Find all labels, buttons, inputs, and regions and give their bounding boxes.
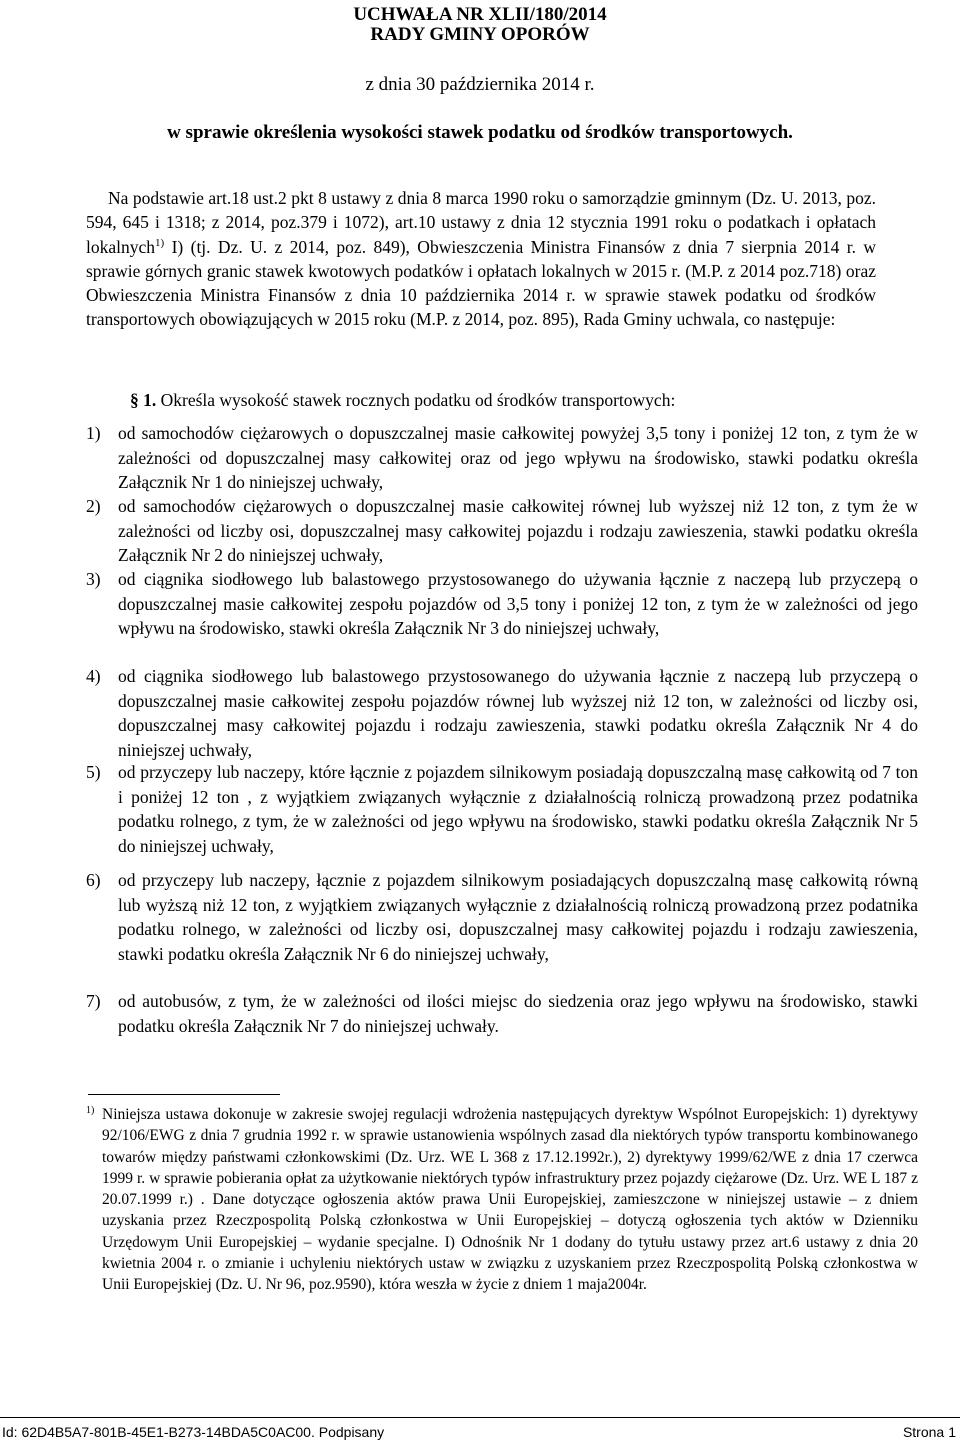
resolution-title: UCHWAŁA NR XLII/180/2014 [353,4,607,25]
list-item-number: 4) [86,666,101,686]
list-item [86,664,918,762]
resolution-subject: w sprawie określenia wysokości stawek podatku od środków transportowych. [167,122,793,143]
footnote-text: Niniejsza ustawa dokonuje w zakresie swojej regulacji wdrożenia następujących dyrektyw Wspólnot Europejskich: 1) dyrektywy 92/106/EWG z dnia 7 grudnia 1992 r. w sprawie ustanowienia wspólnych zasad dla niektórych typów transportu kombinowanego towarów między państwami członkowskimi (Dz. Urz. WE L 368 z 17.12.1992r.), 2) dyrektywy 1999/62/WE z dnia 17 czerwca 1999 r. w sprawie pobierania opłat za użytkowanie niektórych typów infrastruktury przez pojazdy ciężarowe (Dz. Urz. WE L 187 z 20.07.1999 r.) . Dane dotyczące ogłoszenia aktów prawa Unii Europejskiej, zamieszczone w niniejszej ustawie – z dniem uzyskania przez Rzeczpospolitą Polską członkostwa w Unii Europejskiej – dotyczą ogłoszenia tych aktów w Dzienniku Urzędowym Unii Europejskiej – wydanie specjalne. I) Odnośnik Nr 1 dodany do tytułu ustawy przez art.6 ustawy z dnia 20 kwietnia 2004 r. o zmianie i uchyleniu niektórych ustaw w związku z uzyskaniem przez Rzeczpospolitą Polską członkostwa w Unii Europejskiej (Dz. U. Nr 96, poz.9590), która weszła w życie z dniem 1 maja2004r. [102,1106,918,1294]
list-item-number: 5) [86,762,101,782]
list-item [86,421,918,495]
list-item-text: od autobusów, z tym, że w zależności od ilości miejsc do siedzenia oraz jego wpływu na środowisko, stawki podatku określa Załącznik Nr 7 do niniejszej uchwały. [118,991,918,1036]
section-1 [130,388,890,412]
list-item-text: od ciągnika siodłowego lub balastowego przystosowanego do używania łącznie z naczepą lub przyczepą o dopuszczalnej masie całkowitej zespołu pojazdów równej lub wyższej niż 12 ton, w zależności od liczby osi, dopuszczalnej masy całkowitej pojazdu i rodzaju zawieszenia, stawki podatku określa Załącznik Nr 4 do niniejszej uchwały, [118,666,918,760]
footnote-reference: 1) [155,236,165,249]
footnote [86,1104,918,1296]
page-number [903,1423,956,1441]
list-item [86,567,918,641]
document-id: Id: 62D4B5A7-801B-45E1-B273-14BDA5C0AC00. Podpisany [2,1424,385,1440]
list-item [86,494,918,568]
list-item-text: od przyczepy lub naczepy, łącznie z pojazdem silnikowym posiadających dopuszczalną masę całkowitą równą lub wyższą niż 12 ton, z wyjątkiem związanych wyłącznie z działalnością rolniczą prowadzoną przez podatnika podatku rolnego, w zależności od liczby osi, dopuszczalnej masy całkowitej pojazdu i rodzaju zawieszenia, stawki podatku określa Załącznik Nr 6 do niniejszej uchwały, [118,870,918,964]
footnote-separator [88,1094,280,1095]
section-1-number: § 1. [130,390,157,410]
list-item-text: od przyczepy lub naczepy, które łącznie z pojazdem silnikowym posiadają dopuszczalną masę całkowitą od 7 ton i poniżej 12 ton , z wyjątkiem związanych wyłącznie z działalnością rolniczą prowadzoną przez podatnika podatku rolnego, z tym, że w zależności od jego wpływu na środowisko, stawki podatku określa Załącznik Nr 5 do niniejszej uchwały, [118,762,918,856]
list-item-number: 6) [86,870,101,890]
legal-basis-preamble [86,186,876,332]
resolution-date: z dnia 30 października 2014 r. [365,74,595,95]
list-item [86,760,918,858]
list-item-text: od samochodów ciężarowych o dopuszczalnej masie całkowitej równej lub wyższej niż 12 ton, z tym że w zależności od liczby osi, dopuszczalnej masy całkowitej pojazdu i rodzaju zawieszenia, stawki podatku określa Załącznik Nr 2 do niniejszej uchwały, [118,496,918,565]
list-item-text: od samochodów ciężarowych o dopuszczalnej masie całkowitej powyżej 3,5 tony i poniżej 12 ton, z tym że w zależności od dopuszczalnej masy całkowitej oraz od jego wpływu na środowisko, stawki podatku określa Załącznik Nr 1 do niniejszej uchwały, [118,423,918,492]
list-item-number: 1) [86,423,101,443]
list-item-text: od ciągnika siodłowego lub balastowego przystosowanego do używania łącznie z naczepą lub przyczepą o dopuszczalnej masie całkowitej zespołu pojazdów od 3,5 tony i poniżej 12 ton, z tym że w zależności od jego wpływu na środowisko, stawki określa Załącznik Nr 3 do niniejszej uchwały, [118,569,918,638]
list-item-number: 3) [86,569,101,589]
council-name: RADY GMINY OPORÓW [370,24,590,45]
list-item [86,989,918,1038]
footnote-marker: 1) [86,1105,95,1116]
list-item-number: 2) [86,496,101,516]
page-number-value: 1 [948,1424,956,1440]
page-footer-separator [0,1417,960,1418]
section-1-text: Określa wysokość stawek rocznych podatku od środków transportowych: [156,390,676,410]
page-label: Strona [902,1424,945,1440]
list-item-number: 7) [86,991,101,1011]
preamble-text-a: Na podstawie art.18 ust.2 pkt 8 ustawy z dnia 8 marca 1990 roku o samorządzie gminnym (Dz. U. 2013, poz. 594, 645 i 1318; z 2014, poz.379 i 1072), art.10 ustawy z dnia 12 stycznia 1991 roku o podatkach i opłatach lokalnych [86,188,876,257]
preamble-text-b: I) (tj. Dz. U. z 2014, poz. 849), Obwieszczenia Ministra Finansów z dnia 7 sierpnia 2014 r. w sprawie górnych granic stawek kwotowych podatków i opłatach lokalnych w 2015 r. (M.P. z 2014 poz.718) oraz Obwieszczenia Ministra Finansów z dnia 10 października 2014 r. w sprawie stawek podatku od środków transportowych obowiązujących w 2015 roku (M.P. z 2014, poz. 895), Rada Gminy uchwala, co następuje: [86,236,876,330]
list-item [86,868,918,966]
